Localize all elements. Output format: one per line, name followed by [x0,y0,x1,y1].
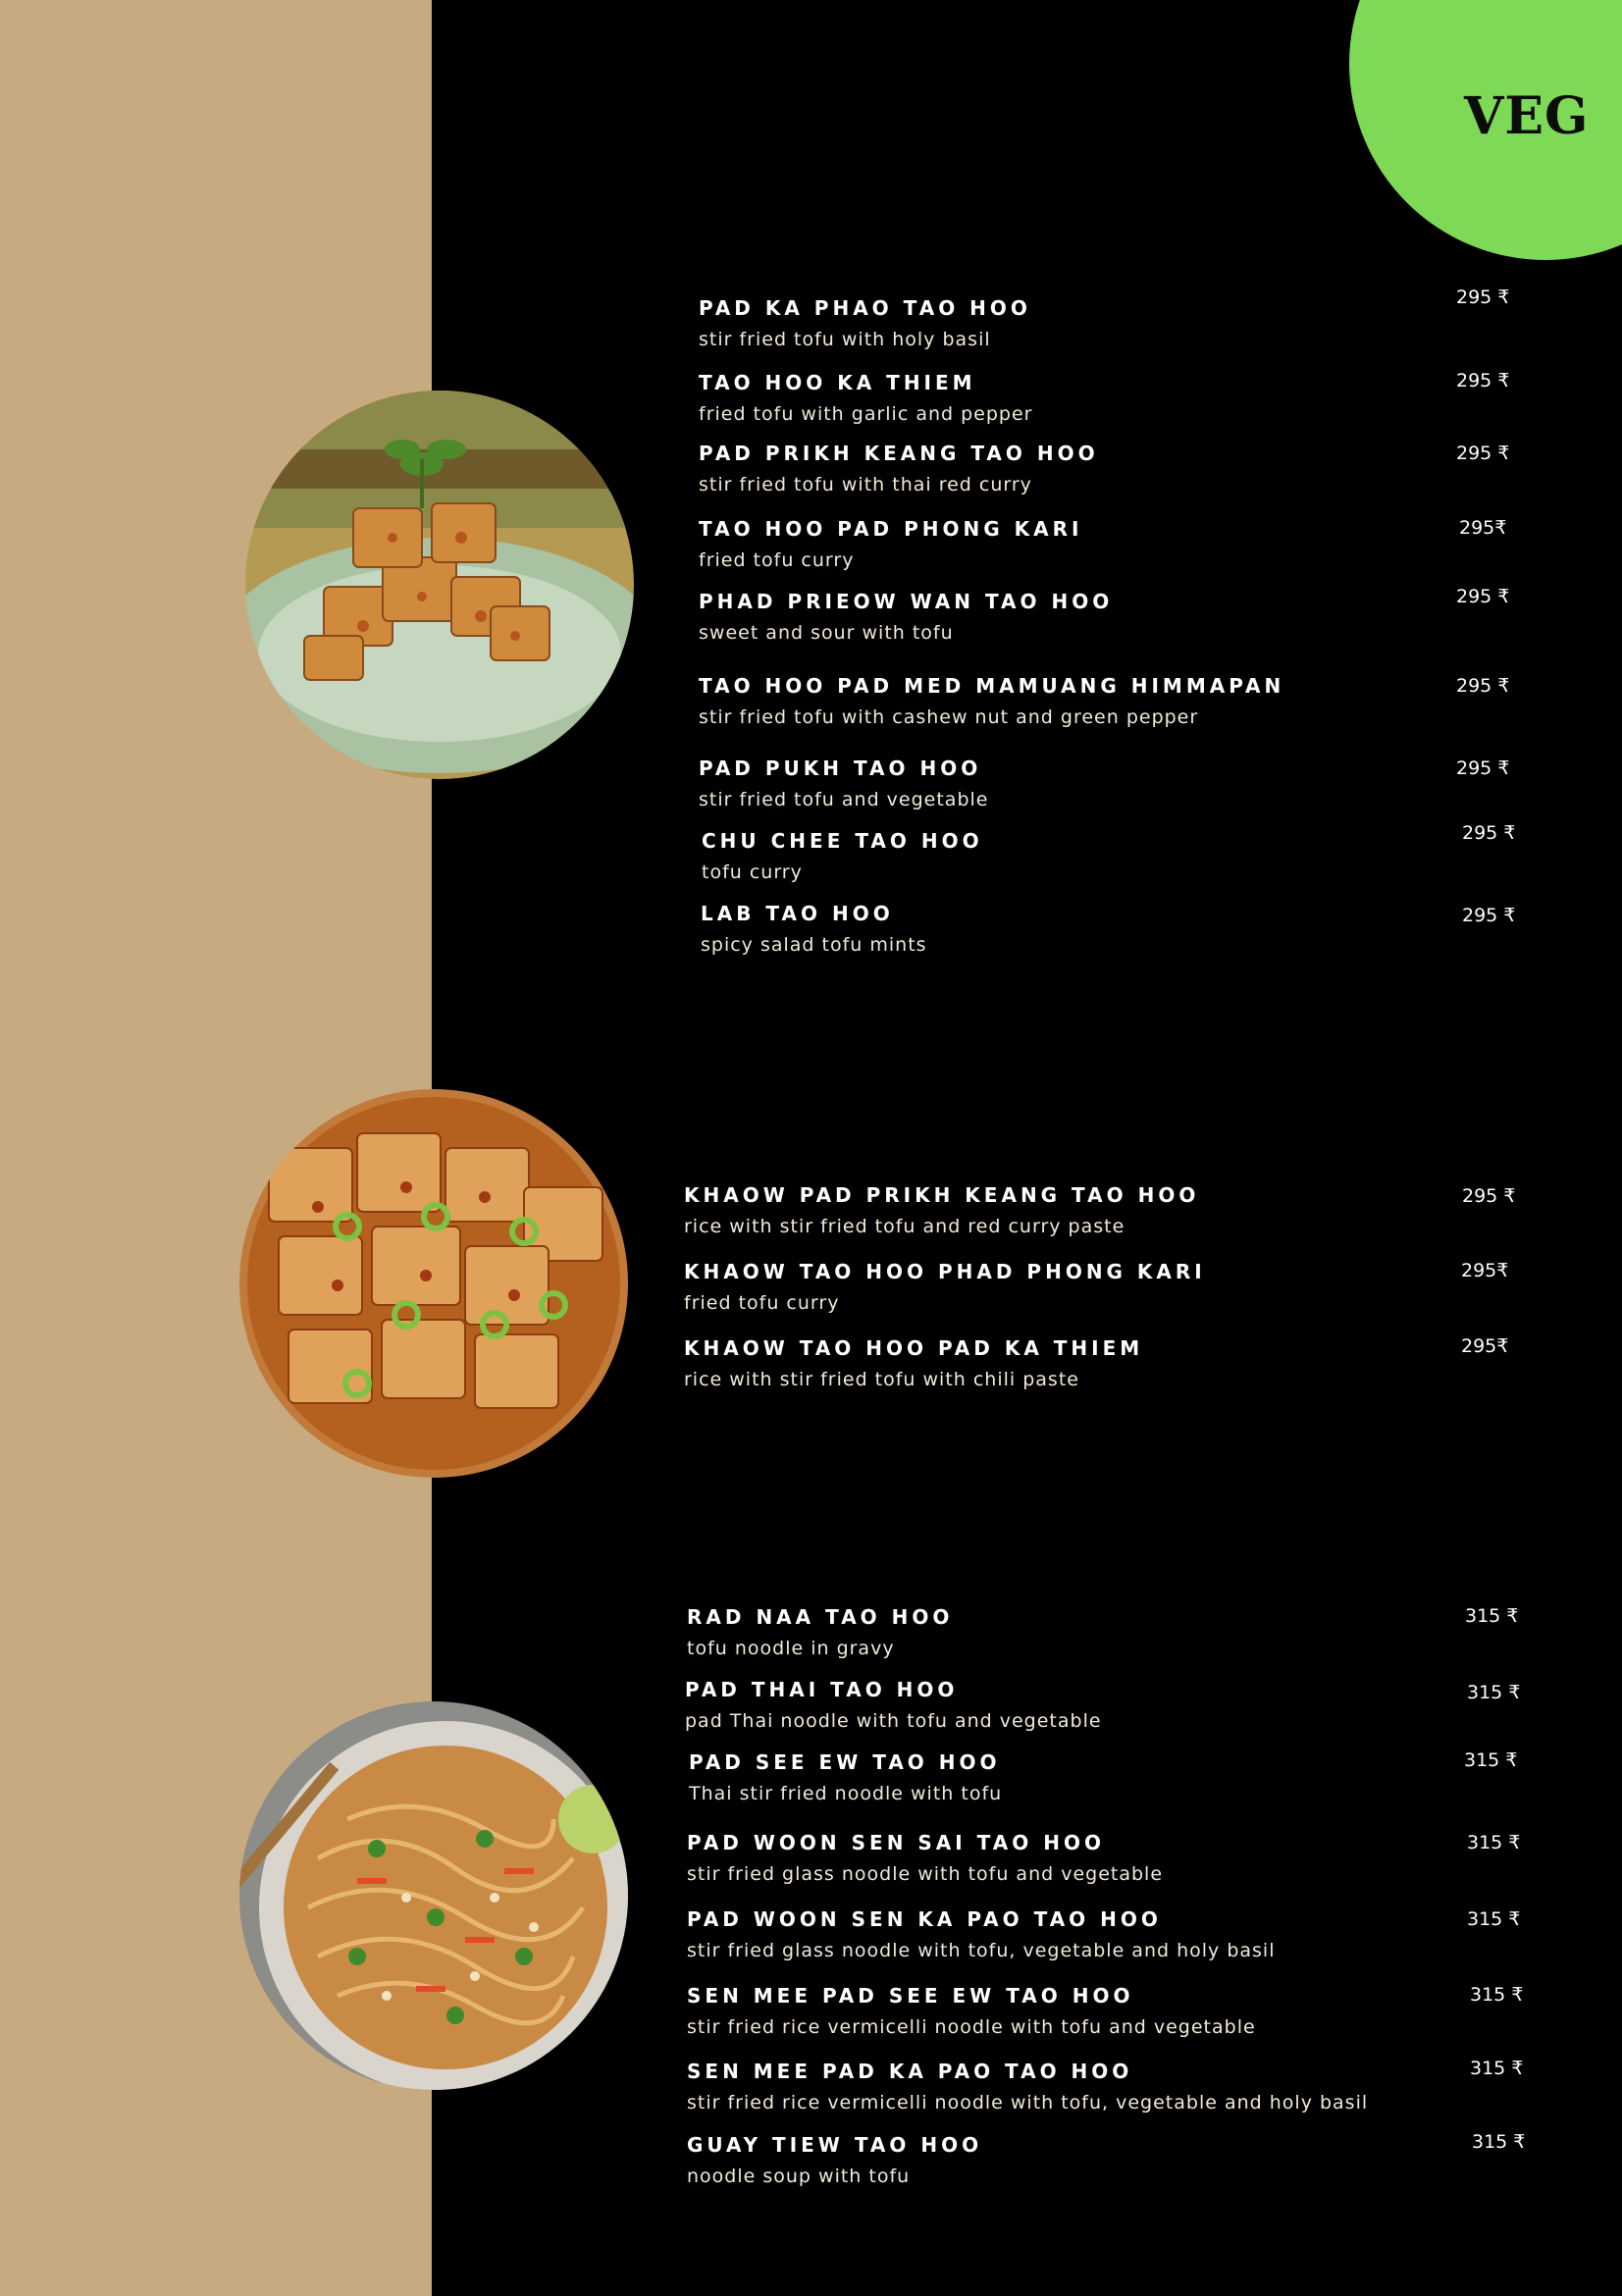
item-price: 295 ₹ [1456,586,1510,607]
item-name: SEN MEE PAD SEE EW TAO HOO [687,1984,1134,2008]
item-description: sweet and sour with tofu [699,622,954,644]
menu-item [701,902,927,956]
item-description: pad Thai noodle with tofu and vegetable [685,1710,1102,1732]
menu-item [699,442,1099,496]
menu-item [699,371,1032,425]
menu-item [687,2060,1368,2113]
item-price: 295 ₹ [1456,757,1510,779]
item-name: RAD NAA TAO HOO [687,1605,954,1629]
menu-item [699,757,988,810]
menu-item [687,1984,1256,2038]
item-name: KHAOW PAD PRIKH KEANG TAO HOO [684,1183,1200,1207]
menu-item [689,1750,1002,1804]
menu-item [687,1907,1275,1961]
item-name: PAD PRIKH KEANG TAO HOO [699,442,1099,465]
item-description: noodle soup with tofu [687,2166,911,2187]
category-title: VEG [1464,86,1590,146]
item-description: tofu noodle in gravy [687,1638,895,1659]
menu-item [684,1260,1206,1314]
item-price: 295 ₹ [1456,370,1510,391]
item-description: fried tofu with garlic and pepper [699,403,1033,425]
item-name: PHAD PRIEOW WAN TAO HOO [699,590,1114,613]
fried-tofu-dish-photo [245,391,634,779]
item-description: tofu curry [702,861,803,883]
item-description: stir fried tofu and vegetable [699,789,989,810]
item-name: PAD THAI TAO HOO [685,1678,959,1701]
item-price: 295₹ [1461,1335,1509,1357]
item-name: PAD WOON SEN KA PAO TAO HOO [687,1907,1162,1931]
item-price: 315 ₹ [1470,2058,1524,2079]
item-name: PAD KA PHAO TAO HOO [699,296,1031,320]
item-price: 315 ₹ [1472,2131,1526,2153]
tofu-curry-dish-photo [239,1089,628,1478]
item-price: 315 ₹ [1464,1749,1518,1771]
item-price: 315 ₹ [1467,1832,1521,1853]
item-price: 295 ₹ [1456,443,1510,464]
item-description: rice with stir fried tofu and red curry paste [684,1216,1125,1237]
menu-item [699,517,1082,571]
menu-item [687,1831,1163,1885]
item-description: fried tofu curry [684,1292,840,1314]
item-price: 295₹ [1459,517,1507,539]
item-description: stir fried tofu with holy basil [699,329,991,350]
item-name: CHU CHEE TAO HOO [702,829,983,853]
item-description: rice with stir fried tofu with chili paste [684,1369,1079,1390]
item-price: 295 ₹ [1462,1185,1516,1207]
item-name: TAO HOO PAD PHONG KARI [699,517,1083,541]
item-price: 315 ₹ [1467,1682,1521,1703]
item-price: 295 ₹ [1456,287,1510,308]
item-price: 295₹ [1461,1260,1509,1281]
pad-thai-noodle-photo [239,1701,628,2090]
item-description: stir fried tofu with cashew nut and green pepper [699,706,1199,728]
item-description: fried tofu curry [699,549,855,571]
item-name: TAO HOO PAD MED MAMUANG HIMMAPAN [699,674,1285,698]
item-description: stir fried glass noodle with tofu and vegetable [687,1863,1164,1885]
item-name: SEN MEE PAD KA PAO TAO HOO [687,2060,1133,2083]
item-name: LAB TAO HOO [701,902,894,925]
item-name: KHAOW TAO HOO PHAD PHONG KARI [684,1260,1206,1283]
menu-item [684,1183,1199,1237]
item-description: spicy salad tofu mints [701,934,927,956]
menu-item [687,2133,982,2187]
menu-item [699,296,1031,350]
item-price: 295 ₹ [1462,905,1516,926]
item-name: KHAOW TAO HOO PAD KA THIEM [684,1336,1144,1360]
item-name: PAD SEE EW TAO HOO [689,1750,1001,1774]
item-price: 315 ₹ [1467,1908,1521,1930]
item-description: stir fried rice vermicelli noodle with tofu, vegetable and holy basil [687,2092,1369,2113]
item-name: PAD WOON SEN SAI TAO HOO [687,1831,1105,1854]
item-price: 295 ₹ [1462,822,1516,844]
menu-item [685,1678,1102,1732]
menu-item [699,674,1284,728]
menu-item [684,1336,1143,1390]
item-price: 295 ₹ [1456,675,1510,697]
menu-item [702,829,983,883]
item-price: 315 ₹ [1470,1984,1524,2006]
item-name: GUAY TIEW TAO HOO [687,2133,983,2157]
item-name: TAO HOO KA THIEM [699,371,976,394]
item-name: PAD PUKH TAO HOO [699,757,982,780]
menu-item [699,590,1113,644]
item-description: stir fried glass noodle with tofu, vegetable and holy basil [687,1940,1276,1961]
item-description: stir fried tofu with thai red curry [699,474,1032,496]
item-description: stir fried rice vermicelli noodle with tofu and vegetable [687,2016,1256,2038]
item-price: 315 ₹ [1465,1605,1519,1627]
menu-item [687,1605,953,1659]
item-description: Thai stir fried noodle with tofu [689,1783,1003,1804]
